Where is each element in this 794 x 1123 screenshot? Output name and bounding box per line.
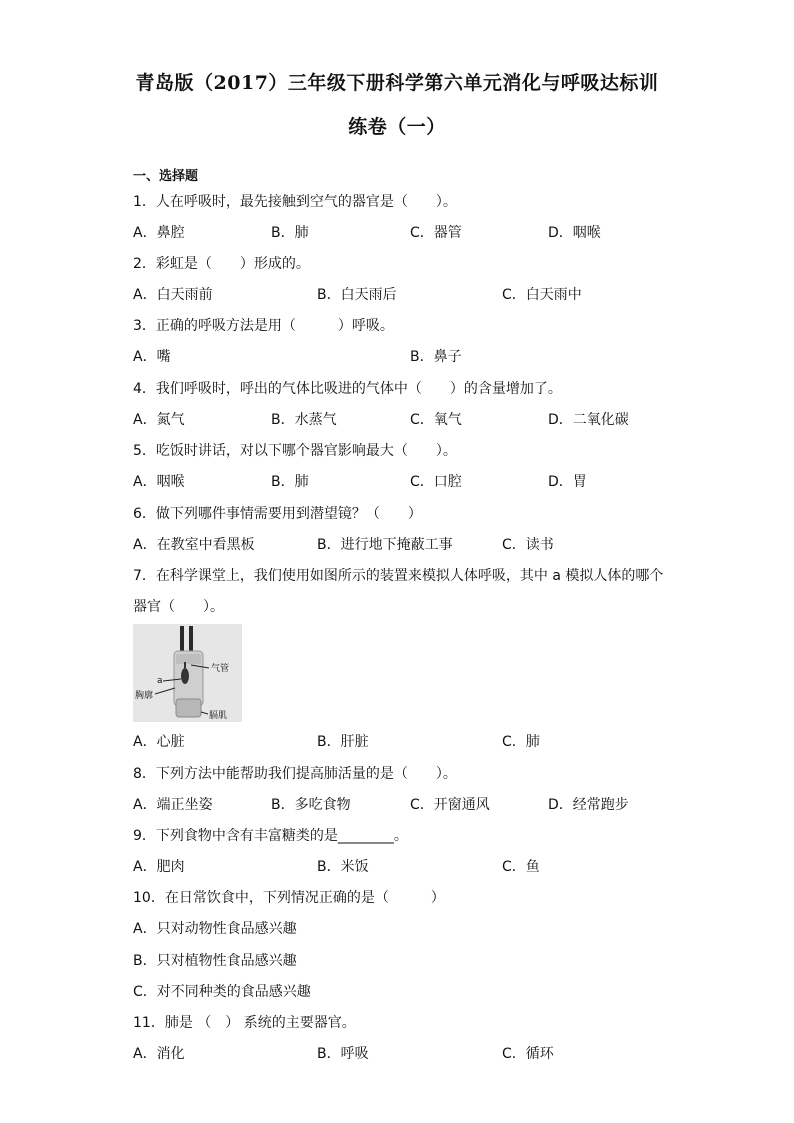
question-8-option-d[interactable]: D．经常跑步 <box>548 797 629 813</box>
question-2-option-a[interactable]: A．白天雨前 <box>133 287 213 303</box>
question-1-stem: 1．人在呼吸时，最先接触到空气的器官是（ ）。 <box>133 194 457 210</box>
question-4-option-a[interactable]: A．氮气 <box>133 412 185 428</box>
question-10-stem: 10．在日常饮食中，下列情况正确的是（ ） <box>133 890 445 906</box>
question-11-option-a[interactable]: A．消化 <box>133 1046 185 1062</box>
question-10-option-a[interactable]: A．只对动物性食品感兴趣 <box>133 921 297 937</box>
question-9-option-a[interactable]: A．肥肉 <box>133 859 185 875</box>
question-11-option-c[interactable]: C．循环 <box>502 1046 554 1062</box>
question-11-option-b[interactable]: B．呼吸 <box>317 1046 369 1062</box>
question-1-option-c[interactable]: C．器管 <box>410 225 462 241</box>
question-6-option-b[interactable]: B．进行地下掩蔽工事 <box>317 537 453 553</box>
label-trachea: 气管 <box>211 664 230 674</box>
label-diaphragm: 膈肌 <box>209 711 228 721</box>
question-1-option-a[interactable]: A．鼻腔 <box>133 225 185 241</box>
question-10-option-c[interactable]: C．对不同种类的食品感兴趣 <box>133 984 311 1000</box>
document-title-line-1: 青岛版（2017）三年级下册科学第六单元消化与呼吸达标训 <box>135 72 659 94</box>
document-title-line-2: 练卷（一） <box>348 116 446 138</box>
question-2-stem: 2．彩虹是（ ）形成的。 <box>133 256 310 272</box>
question-4-option-c[interactable]: C．氧气 <box>410 412 462 428</box>
question-8-option-c[interactable]: C．开窗通风 <box>410 797 490 813</box>
question-11-stem: 11．肺是 （ ） 系统的主要器官。 <box>133 1015 356 1031</box>
balloon <box>181 668 189 684</box>
question-7-option-b[interactable]: B．肝脏 <box>317 734 369 750</box>
question-10-option-b[interactable]: B．只对植物性食品感兴趣 <box>133 953 297 969</box>
question-4-stem: 4．我们呼吸时，呼出的气体比吸进的气体中（ ）的含量增加了。 <box>133 381 562 397</box>
question-1-option-b[interactable]: B．肺 <box>271 225 309 241</box>
question-8-stem: 8．下列方法中能帮助我们提高肺活量的是（ ）。 <box>133 766 457 782</box>
question-4-option-b[interactable]: B．水蒸气 <box>271 412 337 428</box>
membrane <box>176 699 201 717</box>
question-2-option-b[interactable]: B．白天雨后 <box>317 287 397 303</box>
question-7-option-a[interactable]: A．心脏 <box>133 734 185 750</box>
question-8-option-b[interactable]: B．多吃食物 <box>271 797 351 813</box>
question-2-option-c[interactable]: C．白天雨中 <box>502 287 582 303</box>
question-7-stem: 7．在科学课堂上，我们使用如图所示的装置来模拟人体呼吸，其中 a 模拟人体的哪个 <box>133 568 664 584</box>
question-6-option-c[interactable]: C．读书 <box>502 537 554 553</box>
question-7-option-c[interactable]: C．肺 <box>502 734 540 750</box>
breathing-model-figure <box>133 624 242 722</box>
question-5-option-b[interactable]: B．肺 <box>271 474 309 490</box>
question-7-stem-continued: 器官（ ）。 <box>133 599 224 615</box>
question-5-stem: 5．吃饭时讲话，对以下哪个器官影响最大（ ）。 <box>133 443 457 459</box>
label-a: a <box>157 676 163 686</box>
section-heading: 一、选择题 <box>133 169 199 184</box>
label-chest: 胸廓 <box>135 691 154 701</box>
question-6-option-a[interactable]: A．在教室中看黑板 <box>133 537 255 553</box>
question-5-option-c[interactable]: C．口腔 <box>410 474 462 490</box>
question-9-option-b[interactable]: B．米饭 <box>317 859 369 875</box>
question-3-option-a[interactable]: A．嘴 <box>133 349 171 365</box>
question-3-option-b[interactable]: B．鼻子 <box>410 349 462 365</box>
question-6-stem: 6．做下列哪件事情需要用到潜望镜？（ ） <box>133 506 422 522</box>
question-4-option-d[interactable]: D．二氧化碳 <box>548 412 629 428</box>
question-5-option-a[interactable]: A．咽喉 <box>133 474 185 490</box>
question-9-option-c[interactable]: C．鱼 <box>502 859 540 875</box>
question-5-option-d[interactable]: D．胃 <box>548 474 587 490</box>
question-1-option-d[interactable]: D．咽喉 <box>548 225 601 241</box>
question-8-option-a[interactable]: A．端正坐姿 <box>133 797 213 813</box>
question-3-stem: 3．正确的呼吸方法是用（ ）呼吸。 <box>133 318 394 334</box>
question-9-stem: 9．下列食物中含有丰富糖类的是________。 <box>133 828 408 844</box>
